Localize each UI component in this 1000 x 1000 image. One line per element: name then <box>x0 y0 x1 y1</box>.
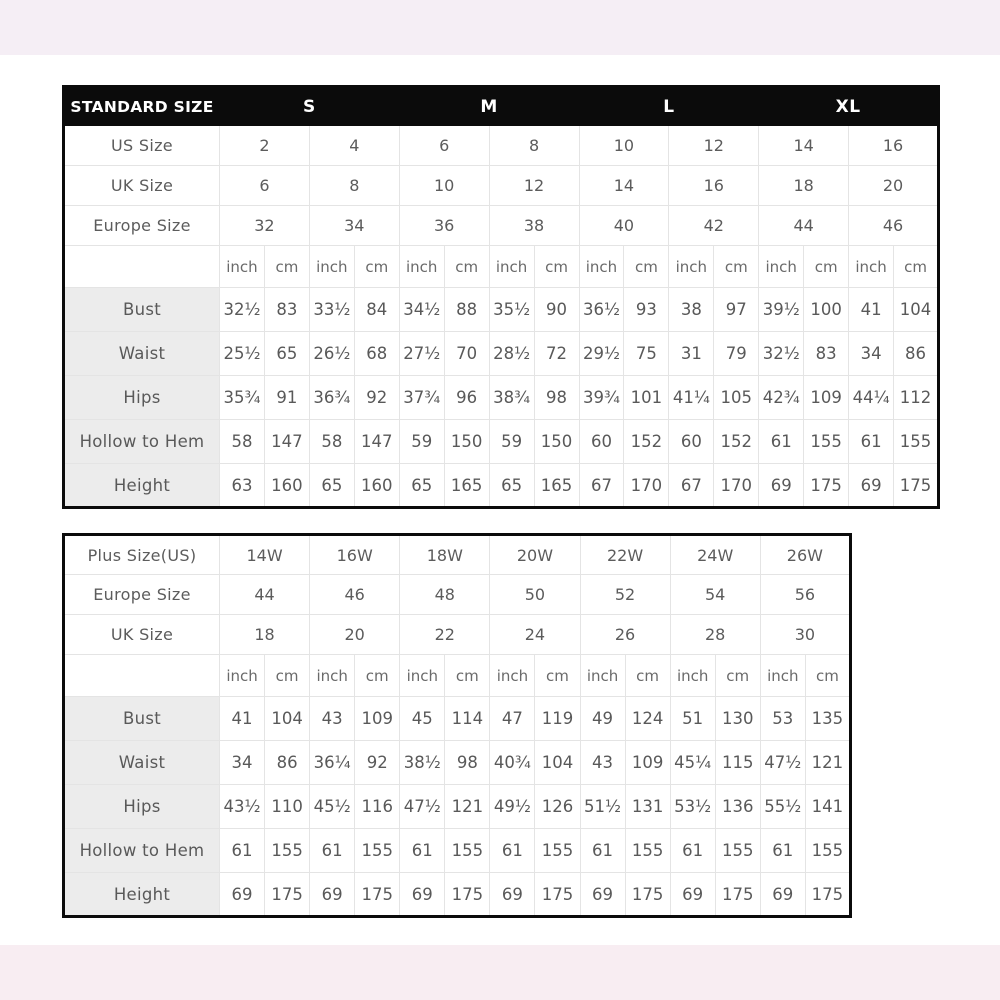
measure-cell: 38¾ <box>489 376 534 420</box>
size-cell: 22W <box>580 535 670 575</box>
measure-cell: 175 <box>804 464 849 508</box>
measure-cell: 45¼ <box>670 741 715 785</box>
unit-cell: inch <box>399 246 444 288</box>
table-row <box>64 420 939 464</box>
unit-cell: cm <box>715 655 760 697</box>
measure-cell: 61 <box>759 420 804 464</box>
measure-cell: 112 <box>894 376 939 420</box>
row-label: Height <box>64 873 220 917</box>
row-label: Europe Size <box>64 206 220 246</box>
unit-cell: cm <box>445 655 490 697</box>
size-cell: 44 <box>759 206 849 246</box>
measure-cell: 69 <box>759 464 804 508</box>
unit-cell: cm <box>805 655 850 697</box>
measure-cell: 67 <box>579 464 624 508</box>
size-cell: 12 <box>489 166 579 206</box>
row-label: US Size <box>64 126 220 166</box>
measure-cell: 97 <box>714 288 759 332</box>
row-label: Waist <box>64 332 220 376</box>
measure-cell: 41 <box>220 697 265 741</box>
measure-cell: 119 <box>535 697 580 741</box>
measure-cell: 104 <box>535 741 580 785</box>
size-cell: 24 <box>490 615 580 655</box>
size-cell: 10 <box>579 126 669 166</box>
table-row <box>64 535 851 575</box>
table-row <box>64 873 851 917</box>
size-cell: 8 <box>309 166 399 206</box>
row-label: Hips <box>64 376 220 420</box>
plus-size-table <box>62 533 852 918</box>
measure-cell: 152 <box>714 420 759 464</box>
table-row <box>64 376 939 420</box>
unit-cell: cm <box>804 246 849 288</box>
measure-cell: 147 <box>264 420 309 464</box>
measure-cell: 60 <box>669 420 714 464</box>
measure-cell: 33½ <box>309 288 354 332</box>
measure-cell: 31 <box>669 332 714 376</box>
measure-cell: 105 <box>714 376 759 420</box>
measure-cell: 69 <box>400 873 445 917</box>
measure-cell: 175 <box>355 873 400 917</box>
size-cell: 30 <box>760 615 850 655</box>
measure-cell: 60 <box>579 420 624 464</box>
size-group-header: L <box>579 87 759 126</box>
unit-cell: cm <box>355 655 400 697</box>
measure-cell: 135 <box>805 697 850 741</box>
size-cell: 40 <box>579 206 669 246</box>
measure-cell: 34½ <box>399 288 444 332</box>
measure-cell: 175 <box>445 873 490 917</box>
measure-cell: 38½ <box>400 741 445 785</box>
measure-cell: 61 <box>580 829 625 873</box>
measure-cell: 29½ <box>579 332 624 376</box>
size-cell: 16W <box>310 535 400 575</box>
measure-cell: 47 <box>490 697 535 741</box>
measure-cell: 98 <box>534 376 579 420</box>
measure-cell: 28½ <box>489 332 534 376</box>
row-label: Hips <box>64 785 220 829</box>
measure-cell: 61 <box>760 829 805 873</box>
measure-cell: 150 <box>444 420 489 464</box>
measure-cell: 65 <box>309 464 354 508</box>
size-cell: 20 <box>849 166 939 206</box>
measure-cell: 44¼ <box>849 376 894 420</box>
measure-cell: 114 <box>445 697 490 741</box>
size-cell: 38 <box>489 206 579 246</box>
row-label: Bust <box>64 697 220 741</box>
measure-cell: 109 <box>355 697 400 741</box>
measure-cell: 68 <box>354 332 399 376</box>
measure-cell: 175 <box>535 873 580 917</box>
measure-cell: 39½ <box>759 288 804 332</box>
measure-cell: 58 <box>220 420 265 464</box>
size-cell: 18 <box>220 615 310 655</box>
size-cell: 22 <box>400 615 490 655</box>
unit-cell: cm <box>894 246 939 288</box>
row-label: UK Size <box>64 615 220 655</box>
size-cell: 48 <box>400 575 490 615</box>
measure-cell: 53½ <box>670 785 715 829</box>
unit-cell: inch <box>669 246 714 288</box>
measure-cell: 51½ <box>580 785 625 829</box>
measure-cell: 34 <box>849 332 894 376</box>
measure-cell: 130 <box>715 697 760 741</box>
measure-cell: 75 <box>624 332 669 376</box>
measure-cell: 41 <box>849 288 894 332</box>
unit-cell: inch <box>309 246 354 288</box>
measure-cell: 59 <box>399 420 444 464</box>
unit-cell: cm <box>625 655 670 697</box>
unit-cell: inch <box>220 655 265 697</box>
measure-cell: 101 <box>624 376 669 420</box>
table-row <box>64 785 851 829</box>
size-group-header: M <box>399 87 579 126</box>
measure-cell: 58 <box>309 420 354 464</box>
measure-cell: 43½ <box>220 785 265 829</box>
table-row <box>64 464 939 508</box>
row-label: Waist <box>64 741 220 785</box>
size-cell: 14 <box>759 126 849 166</box>
measure-cell: 170 <box>714 464 759 508</box>
measure-cell: 79 <box>714 332 759 376</box>
measure-cell: 152 <box>624 420 669 464</box>
measure-cell: 61 <box>220 829 265 873</box>
measure-cell: 155 <box>445 829 490 873</box>
measure-cell: 72 <box>534 332 579 376</box>
size-cell: 44 <box>220 575 310 615</box>
measure-cell: 115 <box>715 741 760 785</box>
size-cell: 16 <box>669 166 759 206</box>
unit-cell: cm <box>444 246 489 288</box>
measure-cell: 155 <box>625 829 670 873</box>
size-cell: 54 <box>670 575 760 615</box>
measure-cell: 32½ <box>220 288 265 332</box>
measure-cell: 155 <box>535 829 580 873</box>
row-label: Europe Size <box>64 575 220 615</box>
unit-cell: cm <box>535 655 580 697</box>
measure-cell: 25½ <box>220 332 265 376</box>
table-row <box>64 332 939 376</box>
measure-cell: 70 <box>444 332 489 376</box>
measure-cell: 69 <box>670 873 715 917</box>
measure-cell: 51 <box>670 697 715 741</box>
measure-cell: 53 <box>760 697 805 741</box>
measure-cell: 175 <box>625 873 670 917</box>
unit-cell: inch <box>400 655 445 697</box>
measure-cell: 32½ <box>759 332 804 376</box>
measure-cell: 155 <box>805 829 850 873</box>
measure-cell: 104 <box>265 697 310 741</box>
unit-cell: inch <box>580 655 625 697</box>
measure-cell: 61 <box>400 829 445 873</box>
measure-cell: 47½ <box>760 741 805 785</box>
size-cell: 6 <box>220 166 310 206</box>
measure-cell: 37¾ <box>399 376 444 420</box>
measure-cell: 98 <box>445 741 490 785</box>
measure-cell: 61 <box>849 420 894 464</box>
measure-cell: 83 <box>264 288 309 332</box>
measure-cell: 88 <box>444 288 489 332</box>
measure-cell: 49 <box>580 697 625 741</box>
measure-cell: 175 <box>894 464 939 508</box>
table-header-row <box>64 87 939 126</box>
measure-cell: 165 <box>444 464 489 508</box>
table-row <box>64 697 851 741</box>
size-cell: 50 <box>490 575 580 615</box>
measure-cell: 65 <box>489 464 534 508</box>
measure-cell: 155 <box>265 829 310 873</box>
measure-cell: 136 <box>715 785 760 829</box>
row-label: Hollow to Hem <box>64 420 220 464</box>
size-cell: 18 <box>759 166 849 206</box>
measure-cell: 61 <box>310 829 355 873</box>
table-row <box>64 288 939 332</box>
measure-cell: 121 <box>805 741 850 785</box>
measure-cell: 92 <box>354 376 399 420</box>
measure-cell: 155 <box>804 420 849 464</box>
measure-cell: 121 <box>445 785 490 829</box>
measure-cell: 40¾ <box>490 741 535 785</box>
measure-cell: 175 <box>715 873 760 917</box>
size-cell: 32 <box>220 206 310 246</box>
measure-cell: 61 <box>490 829 535 873</box>
measure-cell: 104 <box>894 288 939 332</box>
measure-cell: 67 <box>669 464 714 508</box>
size-cell: 12 <box>669 126 759 166</box>
size-group-header: S <box>220 87 400 126</box>
measure-cell: 45 <box>400 697 445 741</box>
size-cell: 10 <box>399 166 489 206</box>
measure-cell: 147 <box>354 420 399 464</box>
measure-cell: 38 <box>669 288 714 332</box>
size-cell: 36 <box>399 206 489 246</box>
measure-cell: 141 <box>805 785 850 829</box>
size-cell: 46 <box>310 575 400 615</box>
unit-cell: inch <box>310 655 355 697</box>
unit-cell: cm <box>265 655 310 697</box>
unit-cell: inch <box>489 246 534 288</box>
table-row <box>64 829 851 873</box>
size-cell: 34 <box>309 206 399 246</box>
measure-cell: 69 <box>310 873 355 917</box>
size-cell: 8 <box>489 126 579 166</box>
measure-cell: 35¾ <box>220 376 265 420</box>
unit-cell: inch <box>220 246 265 288</box>
table-row <box>64 206 939 246</box>
measure-cell: 26½ <box>309 332 354 376</box>
size-cell: 42 <box>669 206 759 246</box>
unit-cell: cm <box>354 246 399 288</box>
measure-cell: 126 <box>535 785 580 829</box>
unit-cell: inch <box>849 246 894 288</box>
measure-cell: 116 <box>355 785 400 829</box>
measure-cell: 69 <box>849 464 894 508</box>
table-row <box>64 615 851 655</box>
size-group-header: XL <box>759 87 939 126</box>
measure-cell: 34 <box>220 741 265 785</box>
unit-cell: inch <box>490 655 535 697</box>
measure-cell: 109 <box>804 376 849 420</box>
measure-cell: 109 <box>625 741 670 785</box>
unit-cell: cm <box>624 246 669 288</box>
measure-cell: 69 <box>490 873 535 917</box>
measure-cell: 131 <box>625 785 670 829</box>
size-cell: 24W <box>670 535 760 575</box>
table-row <box>64 126 939 166</box>
row-label: Bust <box>64 288 220 332</box>
row-label: Hollow to Hem <box>64 829 220 873</box>
size-cell: 6 <box>399 126 489 166</box>
measure-cell: 155 <box>894 420 939 464</box>
measure-cell: 110 <box>265 785 310 829</box>
unit-cell: inch <box>760 655 805 697</box>
unit-row-label <box>64 655 220 697</box>
measure-cell: 150 <box>534 420 579 464</box>
measure-cell: 175 <box>265 873 310 917</box>
measure-cell: 43 <box>310 697 355 741</box>
size-cell: 46 <box>849 206 939 246</box>
size-cell: 2 <box>220 126 310 166</box>
measure-cell: 155 <box>355 829 400 873</box>
measure-cell: 41¼ <box>669 376 714 420</box>
measure-cell: 59 <box>489 420 534 464</box>
row-label: UK Size <box>64 166 220 206</box>
measure-cell: 86 <box>265 741 310 785</box>
table-row <box>64 741 851 785</box>
table-title: STANDARD SIZE <box>64 87 220 126</box>
unit-header-row <box>64 246 939 288</box>
size-cell: 16 <box>849 126 939 166</box>
size-cell: 20W <box>490 535 580 575</box>
row-label: Height <box>64 464 220 508</box>
unit-cell: inch <box>579 246 624 288</box>
size-cell: 26W <box>760 535 850 575</box>
measure-cell: 69 <box>580 873 625 917</box>
measure-cell: 170 <box>624 464 669 508</box>
measure-cell: 124 <box>625 697 670 741</box>
measure-cell: 92 <box>355 741 400 785</box>
unit-cell: cm <box>534 246 579 288</box>
measure-cell: 93 <box>624 288 669 332</box>
measure-cell: 165 <box>534 464 579 508</box>
measure-cell: 160 <box>264 464 309 508</box>
measure-cell: 35½ <box>489 288 534 332</box>
measure-cell: 36¼ <box>310 741 355 785</box>
size-cell: 14W <box>220 535 310 575</box>
measure-cell: 45½ <box>310 785 355 829</box>
unit-cell: cm <box>264 246 309 288</box>
table-row <box>64 166 939 206</box>
measure-cell: 61 <box>670 829 715 873</box>
measure-cell: 160 <box>354 464 399 508</box>
measure-cell: 36½ <box>579 288 624 332</box>
unit-cell: inch <box>759 246 804 288</box>
measure-cell: 27½ <box>399 332 444 376</box>
measure-cell: 39¾ <box>579 376 624 420</box>
measure-cell: 84 <box>354 288 399 332</box>
unit-header-row <box>64 655 851 697</box>
table-row <box>64 575 851 615</box>
unit-cell: cm <box>714 246 759 288</box>
measure-cell: 83 <box>804 332 849 376</box>
top-pink-band <box>0 0 1000 55</box>
standard-size-table <box>62 85 940 509</box>
measure-cell: 43 <box>580 741 625 785</box>
measure-cell: 47½ <box>400 785 445 829</box>
row-label: Plus Size(US) <box>64 535 220 575</box>
measure-cell: 69 <box>760 873 805 917</box>
measure-cell: 63 <box>220 464 265 508</box>
unit-row-label <box>64 246 220 288</box>
measure-cell: 55½ <box>760 785 805 829</box>
measure-cell: 65 <box>399 464 444 508</box>
size-cell: 28 <box>670 615 760 655</box>
measure-cell: 155 <box>715 829 760 873</box>
measure-cell: 86 <box>894 332 939 376</box>
measure-cell: 96 <box>444 376 489 420</box>
measure-cell: 49½ <box>490 785 535 829</box>
size-cell: 56 <box>760 575 850 615</box>
unit-cell: inch <box>670 655 715 697</box>
measure-cell: 36¾ <box>309 376 354 420</box>
measure-cell: 91 <box>264 376 309 420</box>
measure-cell: 65 <box>264 332 309 376</box>
size-cell: 52 <box>580 575 670 615</box>
size-cell: 14 <box>579 166 669 206</box>
bottom-pink-band <box>0 945 1000 1000</box>
measure-cell: 175 <box>805 873 850 917</box>
measure-cell: 100 <box>804 288 849 332</box>
size-cell: 4 <box>309 126 399 166</box>
measure-cell: 69 <box>220 873 265 917</box>
size-cell: 26 <box>580 615 670 655</box>
measure-cell: 90 <box>534 288 579 332</box>
measure-cell: 42¾ <box>759 376 804 420</box>
size-cell: 18W <box>400 535 490 575</box>
size-cell: 20 <box>310 615 400 655</box>
